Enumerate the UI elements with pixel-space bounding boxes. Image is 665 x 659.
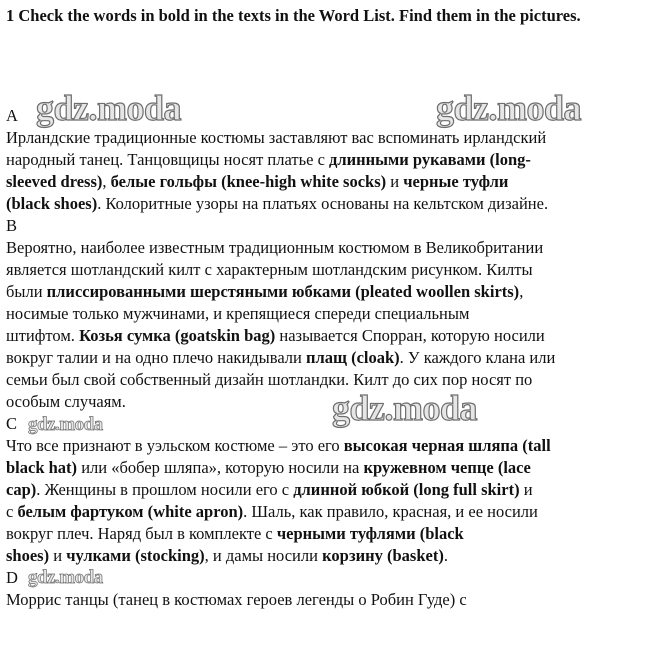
section-c-line bbox=[6, 501, 538, 523]
section-b-line bbox=[6, 281, 523, 303]
section-b-letter: B bbox=[6, 216, 18, 235]
section-c-line bbox=[6, 435, 551, 457]
section-b-line bbox=[6, 391, 126, 413]
text-segment: были bbox=[6, 282, 47, 301]
section-c-line bbox=[6, 479, 533, 501]
section-b-line bbox=[6, 325, 545, 347]
text-segment: называется Спорран, которую носили bbox=[275, 326, 545, 345]
section-a-line bbox=[6, 127, 546, 149]
section-b-line bbox=[6, 259, 533, 281]
text-segment: штифтом. bbox=[6, 326, 80, 345]
text-segment: . Шаль, как правило, красная, и ее носили bbox=[243, 502, 538, 521]
bold-term: cap) bbox=[6, 480, 37, 499]
section-c-line bbox=[6, 545, 448, 567]
watermark: gdz.moda bbox=[36, 88, 182, 128]
bold-term: кружевном чепце (lace bbox=[363, 458, 531, 477]
bold-term: черными туфлями (black bbox=[276, 524, 464, 543]
bold-term: black hat) bbox=[6, 458, 78, 477]
text-segment: Моррис танцы (танец в костюмах героев легенды о Робин Гуде) с bbox=[6, 590, 467, 609]
section-c-letter: C bbox=[6, 414, 18, 433]
section-c-line bbox=[6, 457, 531, 479]
bold-term: белым фартуком (white apron) bbox=[17, 502, 244, 521]
bold-term: shoes) bbox=[6, 546, 50, 565]
bold-term: sleeved dress) bbox=[6, 172, 103, 191]
section-a-letter: A bbox=[6, 106, 18, 125]
bold-term: Козья сумка (goatskin bag) bbox=[79, 326, 276, 345]
text-segment: является шотландский килт с характерным шотландским рисунком. Килты bbox=[6, 260, 533, 279]
text-segment: семьи был свой собственный дизайн шотландки. Килт до сих пор носят по bbox=[6, 370, 533, 389]
text-segment: , bbox=[519, 282, 524, 301]
bold-term: плащ (cloak) bbox=[306, 348, 400, 367]
task-heading: 1 Check the words in bold in the texts in the Word List. Find them in the pictures. bbox=[6, 6, 581, 25]
bold-term: длинными рукавами (long- bbox=[329, 150, 531, 169]
text-segment: Что все признают в уэльском костюме – это его bbox=[6, 436, 344, 455]
text-segment: народный танец. Танцовщицы носят платье с bbox=[6, 150, 330, 169]
section-a-line bbox=[6, 193, 548, 215]
text-segment: , bbox=[102, 172, 111, 191]
text-segment: , и дамы носили bbox=[204, 546, 323, 565]
watermark: gdz.moda bbox=[28, 414, 103, 435]
section-b-line bbox=[6, 303, 469, 325]
bold-term: белые гольфы (knee-high white socks) bbox=[110, 172, 387, 191]
watermark: gdz.moda bbox=[332, 388, 478, 428]
bold-term: корзину (basket) bbox=[322, 546, 444, 565]
text-segment: . Женщины в прошлом носили его с bbox=[36, 480, 294, 499]
section-d-letter: D bbox=[6, 568, 18, 587]
bold-term: плиссированными шерстяными юбками (pleated woollen skirts) bbox=[46, 282, 520, 301]
watermark: gdz.moda bbox=[436, 88, 582, 128]
section-a-line bbox=[6, 149, 531, 171]
section-b-line bbox=[6, 237, 543, 259]
text-segment: и bbox=[386, 172, 404, 191]
text-segment: и bbox=[49, 546, 67, 565]
text-segment: носимые только мужчинами, и крепящиеся спереди специальным bbox=[6, 304, 470, 323]
bold-term: (black shoes) bbox=[6, 194, 98, 213]
section-b-line bbox=[6, 347, 555, 369]
text-segment: особым случаям. bbox=[6, 392, 126, 411]
text-segment: вокруг плеч. Наряд был в комплекте с bbox=[6, 524, 277, 543]
bold-term: чулками (stocking) bbox=[66, 546, 205, 565]
text-segment: . bbox=[443, 546, 448, 565]
section-d-line bbox=[6, 589, 467, 611]
text-segment: . Колоритные узоры на платьях основаны на кельтском дизайне. bbox=[97, 194, 549, 213]
bold-term: высокая черная шляпа (tall bbox=[343, 436, 551, 455]
text-segment: Ирландские традиционные костюмы заставляют вас вспоминать ирландский bbox=[6, 128, 547, 147]
bold-term: черные туфли bbox=[403, 172, 509, 191]
watermark: gdz.moda bbox=[28, 567, 103, 588]
text-segment: с bbox=[6, 502, 18, 521]
text-segment: и bbox=[519, 480, 533, 499]
text-segment: или «бобер шляпа», которую носили на bbox=[77, 458, 364, 477]
text-segment: вокруг талии и на одно плечо накидывали bbox=[6, 348, 306, 367]
section-a-line bbox=[6, 171, 508, 193]
text-segment: Вероятно, наиболее известным традиционным костюмом в Великобритании bbox=[6, 238, 544, 257]
section-c-line bbox=[6, 523, 464, 545]
bold-term: длинной юбкой (long full skirt) bbox=[293, 480, 520, 499]
text-segment: . У каждого клана или bbox=[399, 348, 556, 367]
